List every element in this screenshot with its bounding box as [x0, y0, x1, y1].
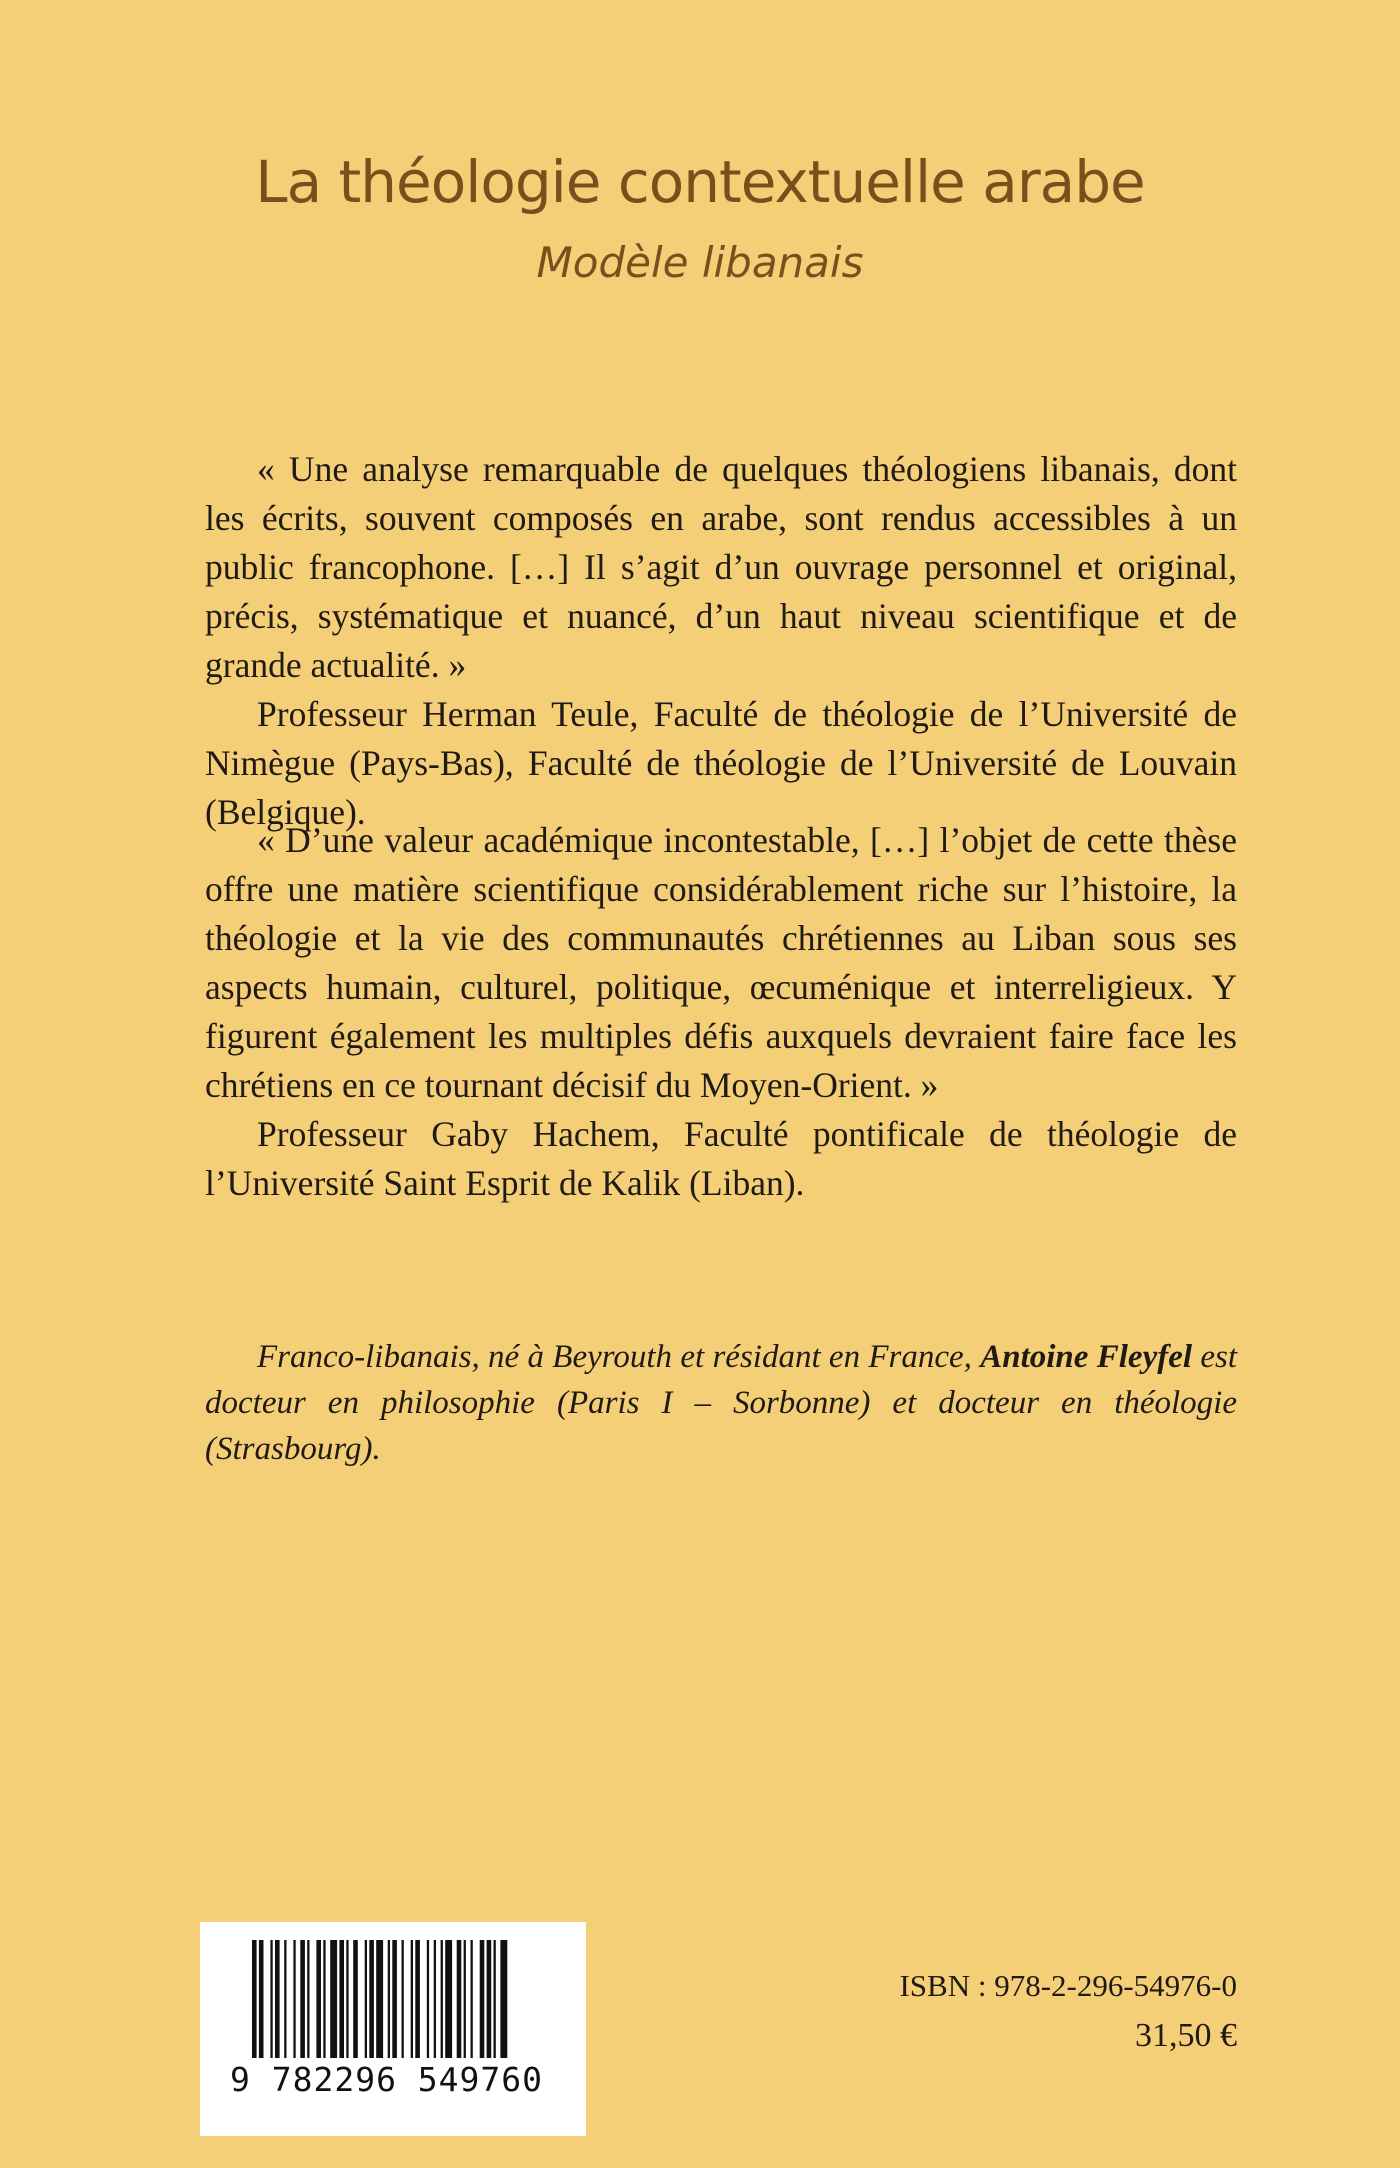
barcode-bar	[388, 1940, 390, 2058]
author-name: Antoine Fleyfel	[980, 1339, 1193, 1375]
barcode-bar	[392, 1940, 397, 2058]
isbn: ISBN : 978-2-296-54976-0	[899, 1968, 1237, 2003]
author-bio-details: est docteur en philosophie (Paris I – Sorbonne) et docteur en théologie (Strasbourg).	[205, 1339, 1237, 1467]
review-quote-2-attribution: Professeur Gaby Hachem, Faculté pontificale de théologie de l’Université Saint Esprit de Kalik (Liban).	[205, 1114, 1237, 1203]
barcode-bar	[339, 1940, 344, 2058]
barcode-bar	[494, 1940, 496, 2058]
author-bio	[205, 1334, 1237, 1472]
barcode-bar	[353, 1940, 358, 2058]
barcode-bar	[259, 1940, 264, 2058]
barcode-bar	[445, 1940, 452, 2058]
book-subtitle: Modèle libanais	[536, 238, 864, 287]
barcode-bar	[427, 1940, 429, 2058]
barcode-bar	[464, 1940, 466, 2058]
barcode-bar	[307, 1940, 309, 2058]
price: 31,50 €	[1135, 2017, 1237, 2054]
barcode-bar	[293, 1940, 295, 2058]
barcode-bar	[300, 1940, 305, 2058]
barcode-bar	[411, 1940, 413, 2058]
barcode-bar	[316, 1940, 321, 2058]
barcode-bar	[365, 1940, 367, 2058]
barcode-bar	[330, 1940, 337, 2058]
barcode-bar	[402, 1940, 404, 2058]
barcode-digits: 9 782296 549760	[230, 2060, 544, 2099]
barcode-bar	[270, 1940, 272, 2058]
barcode-bars-icon	[252, 1940, 552, 2062]
barcode-bar	[346, 1940, 348, 2058]
barcode	[200, 1922, 586, 2136]
barcode-bar	[252, 1940, 257, 2058]
barcode-bar	[376, 1940, 383, 2058]
book-title: La théologie contextuelle arabe	[255, 148, 1145, 216]
barcode-bar	[487, 1940, 492, 2058]
barcode-bar	[275, 1940, 280, 2058]
barcode-bar	[471, 1940, 473, 2058]
barcode-bar	[284, 1940, 286, 2058]
review-quote-1-text: « Une analyse remarquable de quelques théologiens libanais, dont les écrits, souvent composés en arabe, sont rendus accessibles à un public francophone. […] Il s’agit d’un ouvrage personnel et original, précis, systématique et nuancé, d’un haut niveau scientifique et de grande actualité. »	[205, 449, 1237, 685]
barcode-bar	[415, 1940, 420, 2058]
barcode-bar	[323, 1940, 325, 2058]
review-quote-2	[205, 816, 1237, 1208]
review-quote-1-attribution: Professeur Herman Teule, Faculté de théologie de l’Université de Nimègue (Pays-Bas), Faculté de théologie de l’Université de Louvain (Belgique).	[205, 694, 1237, 832]
barcode-bar	[500, 1940, 507, 2058]
author-bio-intro: Franco-libanais, né à Beyrouth et résidant en France,	[257, 1339, 981, 1375]
review-quote-1	[205, 445, 1237, 837]
barcode-bar	[480, 1940, 485, 2058]
barcode-bar	[457, 1940, 462, 2058]
review-quote-2-text: « D’une valeur académique incontestable, […] l’objet de cette thèse offre une matière scientifique considérablement riche sur l’histoire, la théologie et la vie des communautés chrétiennes au Liban sous ses aspects humain, culturel, politique, œcuménique et interreligieux. Y figurent également les multiples défis auxquels devraient faire face les chrétiens en ce tournant décisif du Moyen-Orient. »	[205, 820, 1237, 1105]
barcode-bar	[441, 1940, 443, 2058]
barcode-bar	[434, 1940, 436, 2058]
barcode-bar	[369, 1940, 374, 2058]
